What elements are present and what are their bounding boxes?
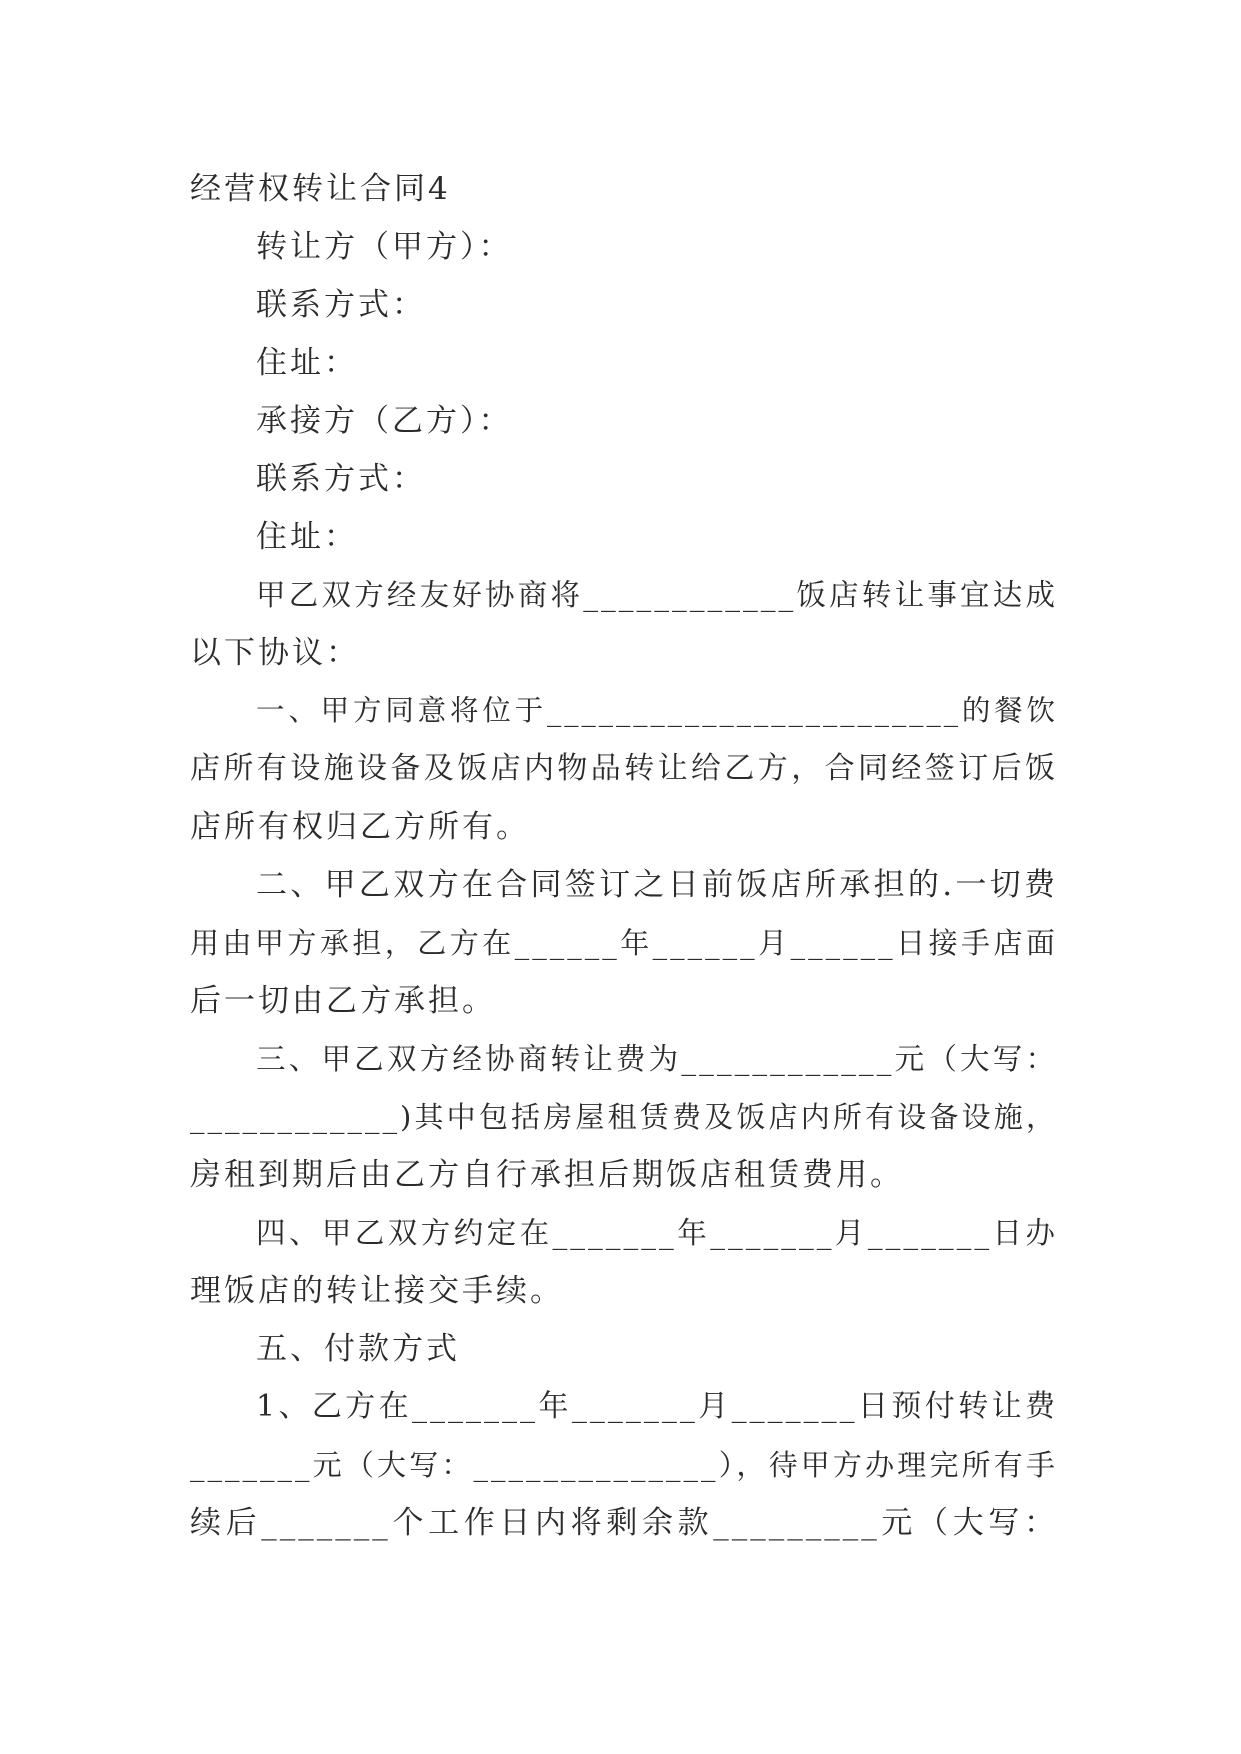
- clause-3-line-3: 房租到期后由乙方自行承担后期饭店租赁费用。: [190, 1157, 904, 1193]
- clause-3-line-2: ____________)其中包括房屋租赁费及饭店内所有设备设施，: [190, 1100, 1058, 1134]
- clause-4-line-2: 理饭店的转让接交手续。: [190, 1273, 564, 1309]
- clause-2-line-3: 后一切由乙方承担。: [190, 983, 496, 1019]
- party-a-label: 转让方（甲方）：: [256, 229, 513, 265]
- document-title: 经营权转让合同4: [190, 171, 451, 207]
- clause-2-line-1: 二、甲乙双方在合同签订之日前饭店所承担的.一切费: [256, 867, 1058, 903]
- clause-4-line-1: 四、甲乙双方约定在_______年_______月_______日办: [256, 1216, 1058, 1250]
- payment-1-line-3: 续后_______个工作日内将剩余款_________元（大写：: [190, 1505, 1058, 1541]
- payment-1-line-2: _______元（大写：______________），待甲方办理完所有手: [190, 1448, 1058, 1482]
- payment-1-line-1: 1、乙方在_______年_______月_______日预付转让费: [256, 1389, 1058, 1424]
- clause-5-heading: 五、付款方式: [256, 1331, 460, 1367]
- clause-3-line-1: 三、甲乙双方经协商转让费为____________元（大写：: [256, 1042, 1058, 1076]
- clause-1-line-2: 店所有设施设备及饭店内物品转让给乙方，合同经签订后饭: [190, 751, 1058, 786]
- party-b-contact: 联系方式：: [256, 461, 426, 497]
- preamble-line-2: 以下协议：: [190, 635, 360, 671]
- party-a-address: 住址：: [256, 345, 358, 381]
- party-b-address: 住址：: [256, 519, 358, 555]
- clause-1-line-3: 店所有权归乙方所有。: [190, 809, 530, 845]
- party-b-label: 承接方（乙方）：: [256, 403, 513, 439]
- clause-2-line-2: 用由甲方承担，乙方在______年______月______日接手店面: [190, 926, 1058, 960]
- contract-body: [190, 160, 1058, 1552]
- preamble-line-1: 甲乙双方经友好协商将____________饭店转让事宜达成: [256, 578, 1058, 612]
- party-a-contact: 联系方式：: [256, 287, 426, 323]
- clause-1-line-1: 一、甲方同意将位于________________________的餐饮: [256, 694, 1058, 727]
